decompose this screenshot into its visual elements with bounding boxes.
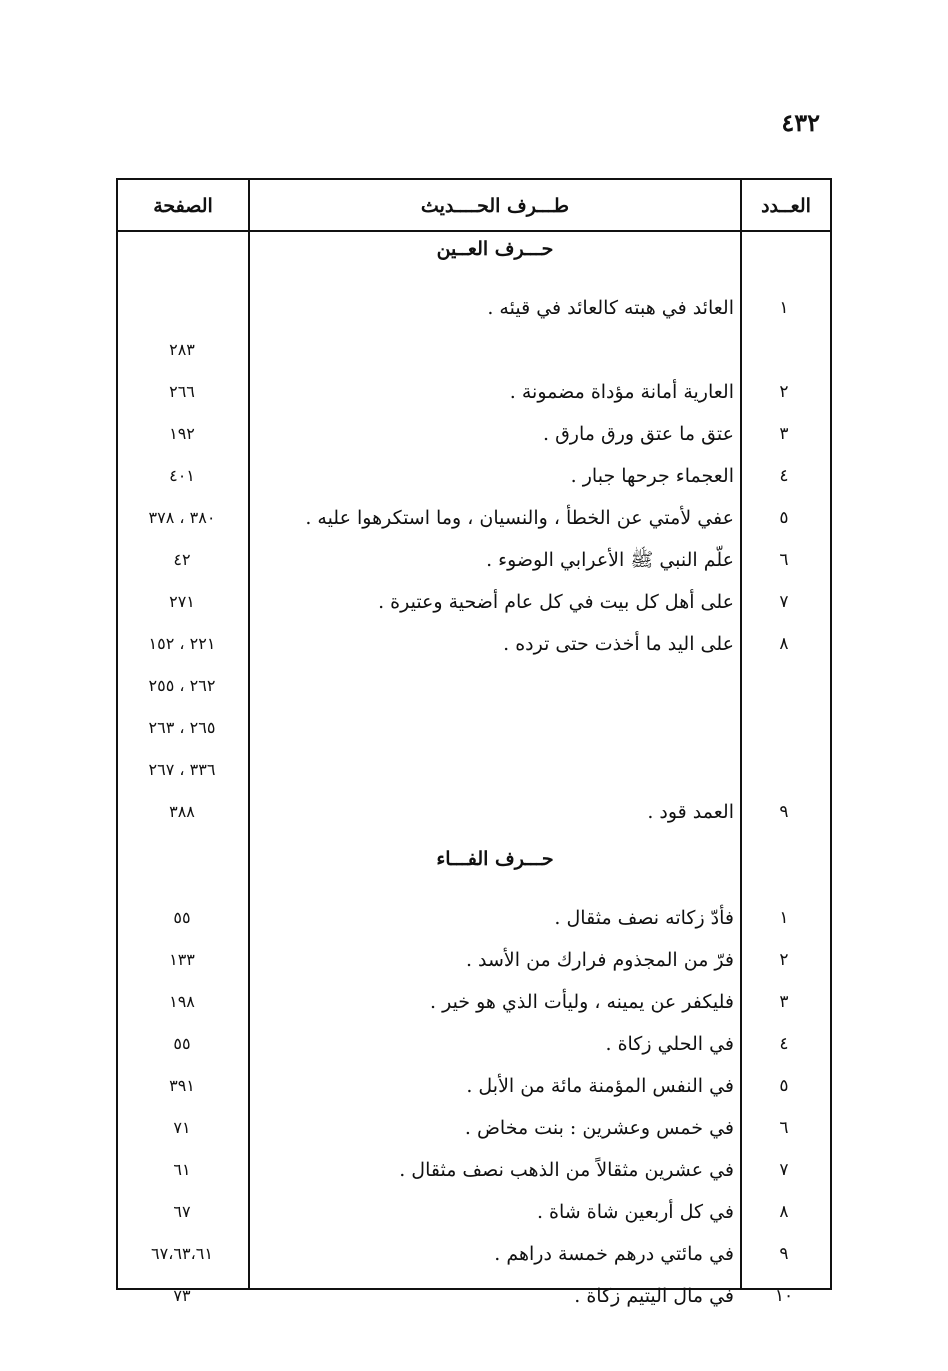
hadith-text: على اليد ما أخذت حتى ترده . xyxy=(503,633,734,655)
hadith-number: ٦ xyxy=(779,1118,789,1138)
page-reference: ١٣٣ xyxy=(169,950,195,969)
hadith-number: ١٠ xyxy=(774,1286,794,1306)
hadith-number: ٢ xyxy=(779,950,789,970)
page-reference: ٦٧ xyxy=(173,1202,191,1221)
hadith-text: العجماء جرحها جبار . xyxy=(570,465,734,487)
page-reference: ٤٠١ xyxy=(169,466,195,485)
page-reference: ٢٦٥ ، ٢٦٣ xyxy=(148,718,216,737)
hadith-number: ٣ xyxy=(779,424,789,444)
index-row xyxy=(118,1110,830,1146)
hadith-number: ٩ xyxy=(779,802,789,822)
section-heading: حـــرف الفـــاء xyxy=(436,848,554,870)
index-row xyxy=(118,542,830,578)
index-row xyxy=(118,984,830,1020)
index-row xyxy=(118,1194,830,1230)
page-reference: ٣٨٠ ، ٣٧٨ xyxy=(148,508,216,527)
page-reference: ١٩٨ xyxy=(169,992,195,1011)
page-reference: ٦١ xyxy=(173,1160,191,1179)
hadith-text: في خمس وعشرين : بنت مخاض . xyxy=(464,1117,734,1139)
hadith-number: ٧ xyxy=(779,1160,789,1180)
hadith-text: في مال اليتيم زكاة . xyxy=(574,1285,734,1307)
hadith-text: في النفس المؤمنة مائة من الأبل . xyxy=(466,1075,734,1097)
hadith-text: العائد في هبته كالعائد في قيئه . xyxy=(487,297,734,319)
page-reference: ٣٣٦ ، ٢٦٧ xyxy=(148,760,216,779)
hadith-number: ٥ xyxy=(779,508,789,528)
index-row xyxy=(118,500,830,536)
hadith-index-table xyxy=(116,178,832,1307)
index-row xyxy=(118,900,830,936)
hadith-text: في مائتي درهم خمسة دراهم . xyxy=(494,1243,734,1265)
index-row xyxy=(118,710,830,746)
hadith-text: العارية أمانة مؤداة مضمونة . xyxy=(509,381,734,403)
index-row xyxy=(118,458,830,494)
index-row xyxy=(118,752,830,788)
header-page: الصفحة xyxy=(153,195,213,217)
index-row xyxy=(118,374,830,410)
page-reference: ٢٢١ ، ١٥٢ xyxy=(148,634,216,653)
hadith-text: فأدّ زكاته نصف مثقال . xyxy=(554,907,734,929)
page-reference: ١٩٢ xyxy=(169,424,195,443)
header-number: العــدد xyxy=(761,195,811,217)
index-row xyxy=(118,1152,830,1188)
page-number: ٤٣٢ xyxy=(781,108,820,137)
hadith-number: ٩ xyxy=(779,1244,789,1264)
hadith-number: ٨ xyxy=(779,1202,789,1222)
hadith-text: العمد قود . xyxy=(647,801,734,823)
page-reference: ٢٨٣ xyxy=(169,340,195,359)
hadith-number: ٣ xyxy=(779,992,789,1012)
index-row xyxy=(118,1068,830,1104)
hadith-number: ٨ xyxy=(779,634,789,654)
page-reference: ٧١ xyxy=(173,1118,191,1137)
page-reference: ٢٦٢ ، ٢٥٥ xyxy=(148,676,216,695)
page-reference: ٤٢ xyxy=(173,550,191,569)
hadith-number: ٢ xyxy=(779,382,789,402)
page-reference: ٦٧،٦٣،٦١ xyxy=(151,1244,213,1263)
hadith-text: على أهل كل بيت في كل عام أضحية وعتيرة . xyxy=(378,591,734,613)
hadith-text: علّم النبي ﷺ الأعرابي الوضوء . xyxy=(486,549,734,571)
index-row xyxy=(118,290,830,326)
hadith-text: فرّ من المجذوم فرارك من الأسد . xyxy=(465,949,734,971)
hadith-number: ٤ xyxy=(779,466,789,486)
page-reference: ٣٨٨ xyxy=(169,802,195,821)
page-reference: ٧٣ xyxy=(173,1286,191,1305)
hadith-number: ٦ xyxy=(779,550,789,570)
header-divider xyxy=(118,230,830,232)
hadith-text: فليكفر عن يمينه ، وليأت الذي هو خير . xyxy=(430,991,734,1013)
hadith-text: في عشرين مثقالاً من الذهب نصف مثقال . xyxy=(399,1159,734,1181)
index-row xyxy=(118,584,830,620)
page-reference: ٣٩١ xyxy=(169,1076,195,1095)
hadith-number: ٥ xyxy=(779,1076,789,1096)
index-row xyxy=(118,1026,830,1062)
index-row xyxy=(118,794,830,830)
page-reference: ٢٧١ xyxy=(169,592,195,611)
hadith-number: ١ xyxy=(779,908,789,928)
hadith-number: ١ xyxy=(779,298,789,318)
index-row xyxy=(118,668,830,704)
hadith-text: في الحلي زكاة . xyxy=(605,1033,734,1055)
header-hadith: طـــرف الحــــديث xyxy=(420,195,570,217)
index-row xyxy=(118,626,830,662)
hadith-number: ٧ xyxy=(779,592,789,612)
page-reference: ٢٦٦ xyxy=(169,382,195,401)
index-row xyxy=(118,1236,830,1272)
index-row xyxy=(118,1278,830,1314)
index-row xyxy=(118,942,830,978)
index-row xyxy=(118,332,830,368)
hadith-number: ٤ xyxy=(779,1034,789,1054)
section-heading: حـــرف العــين xyxy=(436,238,554,260)
page-reference: ٥٥ xyxy=(173,1034,191,1053)
hadith-text: عفي لأمتي عن الخطأ ، والنسيان ، وما استكرهوا عليه . xyxy=(305,507,734,529)
hadith-text: عتق ما عتق ورق مارق . xyxy=(542,423,734,445)
hadith-text: في كل أربعين شاة شاة . xyxy=(536,1201,734,1223)
index-row xyxy=(118,416,830,452)
page-reference: ٥٥ xyxy=(173,908,191,927)
